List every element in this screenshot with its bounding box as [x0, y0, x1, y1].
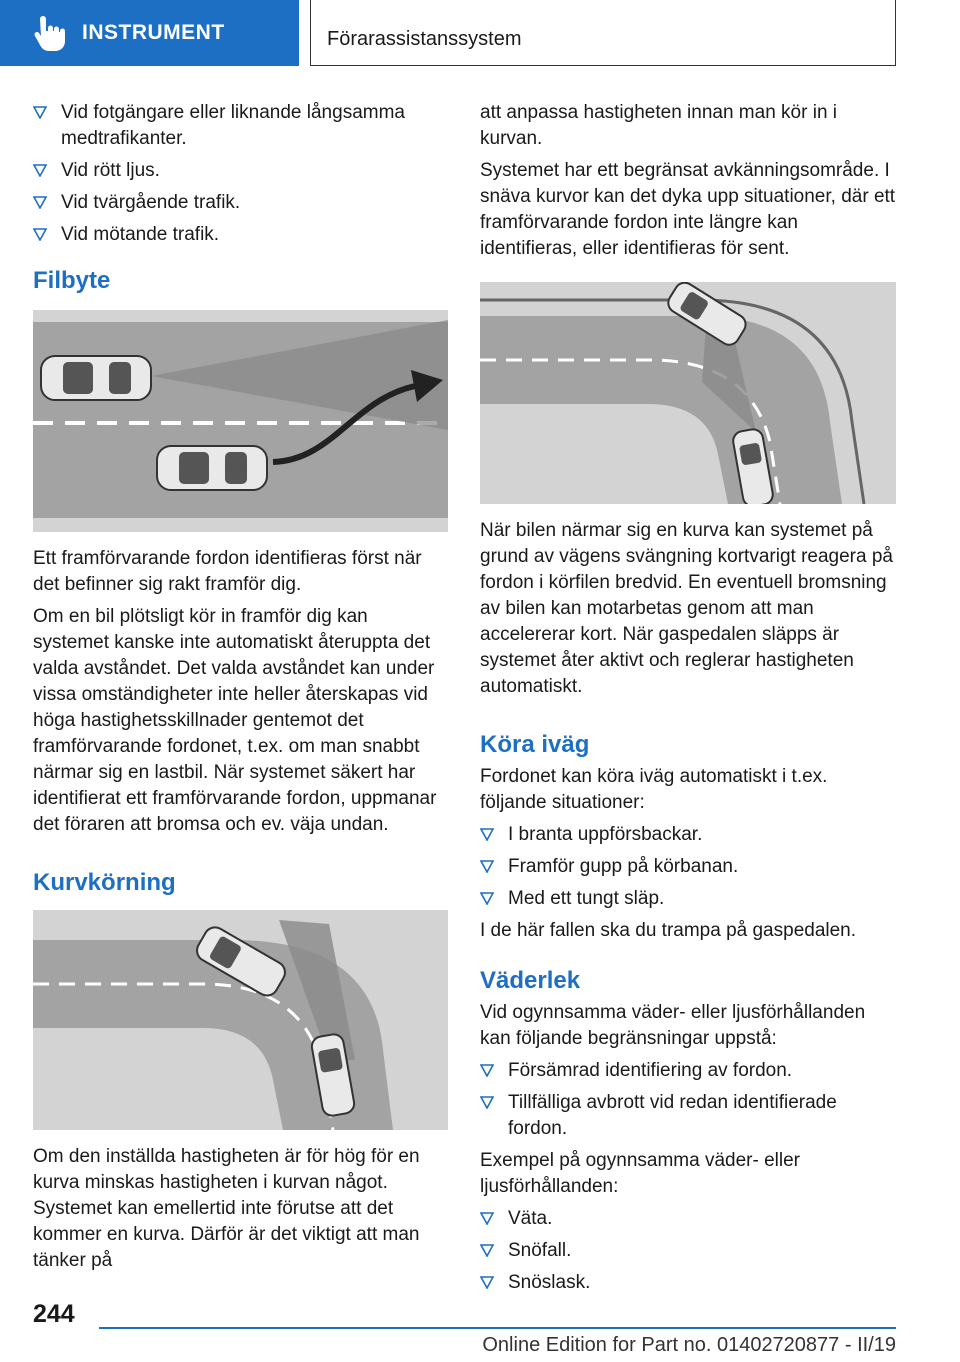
bullet-triangle-icon — [480, 1064, 494, 1077]
curve-illustration-1 — [33, 910, 448, 1130]
heading-vaderlek: Väderlek — [480, 967, 581, 994]
paragraph: Vid ogynnsamma väder- eller ljusförhållanden kan följande begränsningar uppstå: — [480, 1002, 866, 1049]
list-item: Vid tvärgående trafik. — [33, 190, 448, 216]
list-item: Med ett tungt släp. — [480, 886, 896, 912]
hand-pointer-icon — [28, 13, 68, 53]
list-item: Vid mötande trafik. — [33, 222, 448, 248]
bullet-triangle-icon — [33, 164, 47, 177]
curve-illustration-2 — [480, 282, 896, 504]
section-label: INSTRUMENT — [82, 21, 225, 44]
list-item: Snöfall. — [480, 1238, 896, 1264]
right-column — [480, 100, 896, 1302]
paragraph: När bilen närmar sig en kurva kan systemet på grund av vägens svängning kortvarigt reagera på fordon i körfilen bredvid. En eventuell bromsning av bilen kan motarbetas genom att man accelererar kort. När gaspedalen släpps är systemet åter aktivt och reglerar hastigheten automatiskt. — [480, 520, 893, 697]
bullet-triangle-icon — [480, 1244, 494, 1257]
list-item: Vid fotgängare eller liknande långsamma medtrafikanter. — [33, 100, 448, 152]
list-item: Väta. — [480, 1206, 896, 1232]
paragraph: Om en bil plötsligt kör in framför dig kan systemet kanske inte automatiskt återuppta det valda avståndet. Det valda avståndet kan under vissa omständigheter inte heller återskapas vid höga hastighetsskillnader gentemot det framförvarande fordonet, t.ex. om man snabbt närmar sig en lastbil. När systemet säkert har identifierat ett framförvarande fordon, uppmanar det föraren att bromsa och ev. väja undan. — [33, 606, 437, 835]
paragraph: Systemet har ett begränsat avkänningsområde. I snäva kurvor kan det dyka upp situationer, där ett framförvarande fordon inte längre kan identifieras, eller identifieras för sent. — [480, 160, 896, 259]
bullet-triangle-icon — [33, 228, 47, 241]
bullet-triangle-icon — [480, 828, 494, 841]
list-item: Tillfälliga avbrott vid redan identifierade fordon. — [480, 1090, 896, 1142]
paragraph: Ett framförvarande fordon identifieras först när det befinner sig rakt framför dig. — [33, 548, 422, 595]
footer-rule — [99, 1327, 896, 1329]
list-item: Snöslask. — [480, 1270, 896, 1296]
paragraph: Exempel på ogynnsamma väder- eller ljusförhållanden: — [480, 1150, 800, 1197]
car-own-icon — [157, 446, 267, 490]
paragraph: Fordonet kan köra iväg automatiskt i t.ex. följande situationer: — [480, 766, 828, 813]
left-column — [33, 100, 448, 1280]
lane-change-illustration — [33, 310, 448, 532]
page-title: Förarassistanssystem — [327, 28, 522, 50]
section-tab — [0, 0, 299, 66]
bullet-triangle-icon — [480, 860, 494, 873]
paragraph: I de här fallen ska du trampa på gaspedalen. — [480, 920, 857, 941]
paragraph: Om den inställda hastigheten är för hög för en kurva minskas hastigheten i kurvan något. Systemet kan emellertid inte förutse att det kommer en kurva. Därför är det viktigt att man tänker på — [33, 1146, 420, 1271]
bullet-triangle-icon — [480, 892, 494, 905]
paragraph: att anpassa hastigheten innan man kör in i kurvan. — [480, 102, 838, 149]
bullet-triangle-icon — [480, 1212, 494, 1225]
heading-kora-ivag: Köra iväg — [480, 731, 590, 758]
heading-kurvkorning: Kurvkörning — [33, 869, 176, 896]
edition-note: Online Edition for Part no. 01402720877 - II/19 — [482, 1334, 896, 1356]
list-item: Vid rött ljus. — [33, 158, 448, 184]
bullet-triangle-icon — [480, 1276, 494, 1289]
list-item: I branta uppförsbackar. — [480, 822, 896, 848]
heading-filbyte: Filbyte — [33, 267, 111, 294]
bullet-triangle-icon — [480, 1096, 494, 1109]
bullet-triangle-icon — [33, 196, 47, 209]
page-number: 244 — [33, 1300, 75, 1328]
list-item: Framför gupp på körbanan. — [480, 854, 896, 880]
header-title-box — [310, 0, 896, 66]
car-front-icon — [41, 356, 151, 400]
bullet-triangle-icon — [33, 106, 47, 119]
list-item: Försämrad identifiering av fordon. — [480, 1058, 896, 1084]
